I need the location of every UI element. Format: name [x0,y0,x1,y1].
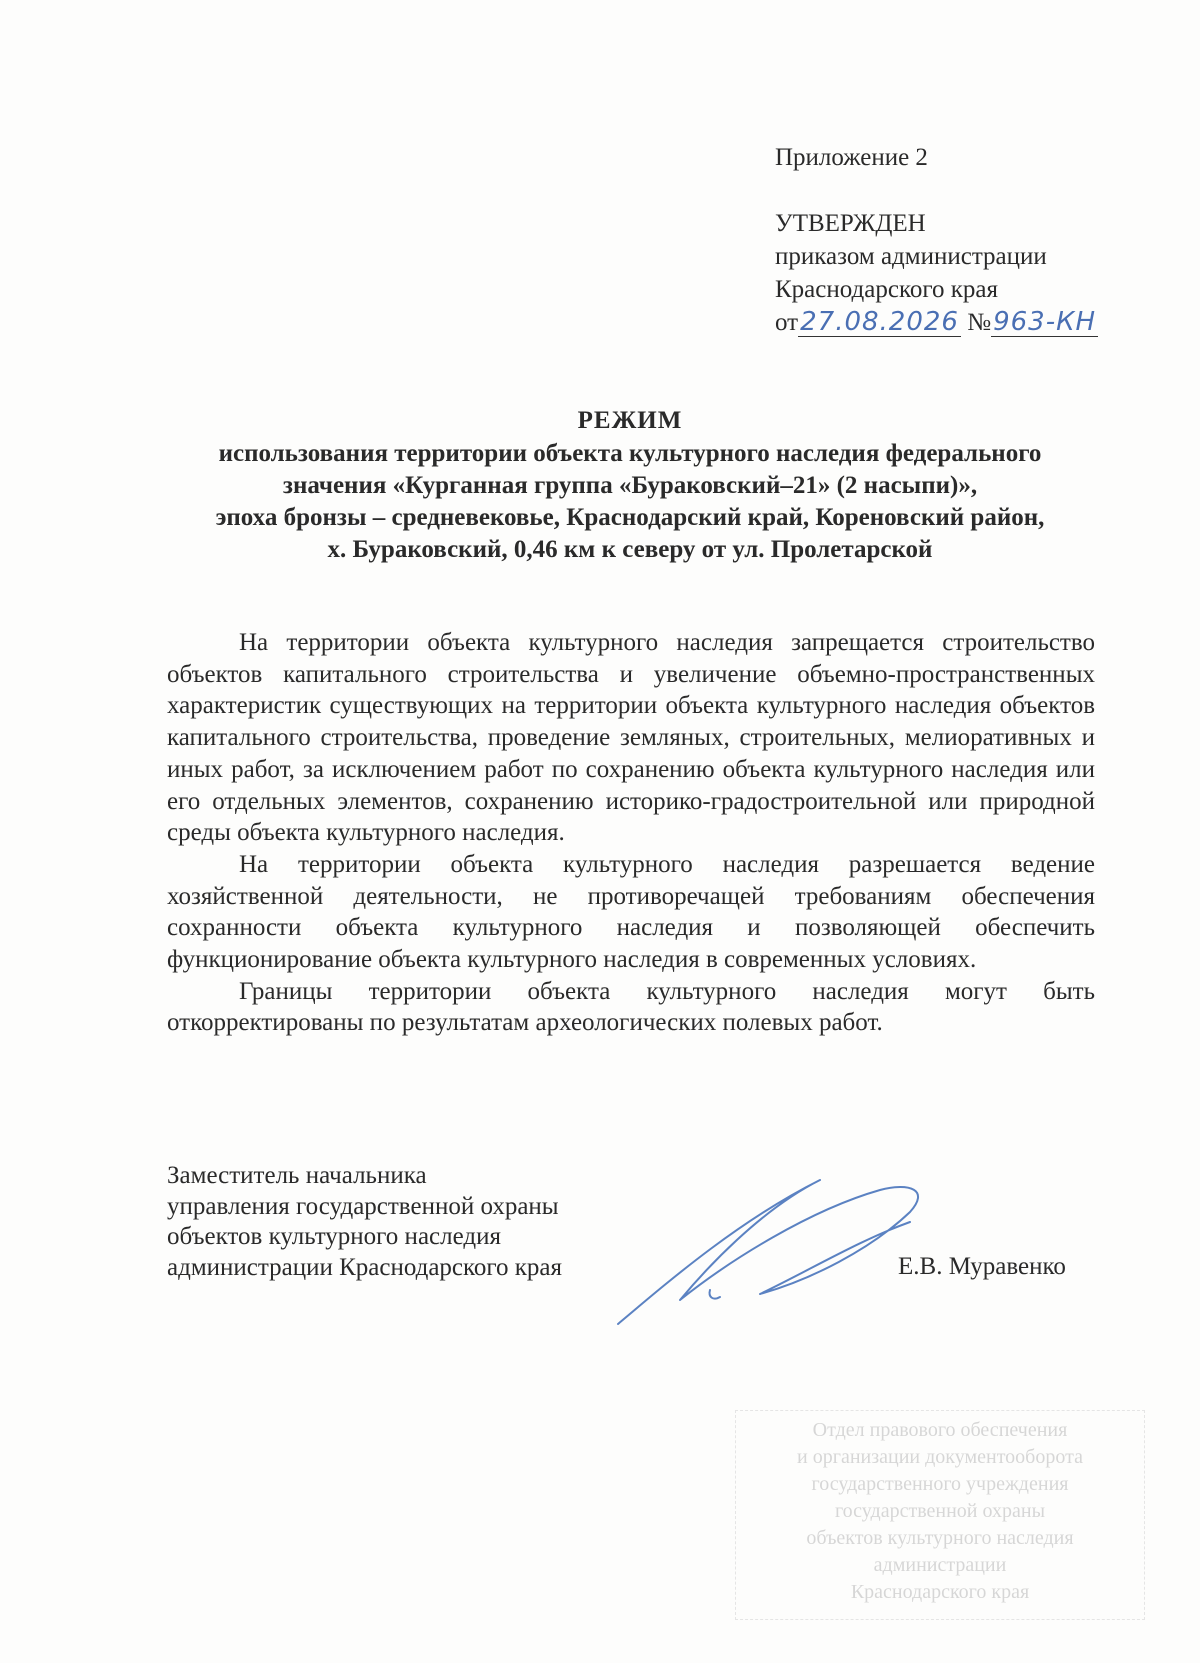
order-date-number [775,306,1098,339]
stamp-line-2: и организации документооборота [797,1446,1083,1468]
position-line-4: администрации Краснодарского края [167,1253,563,1281]
approved-by-order: приказом администрации [775,243,1047,270]
order-number: 963-КН [993,307,1097,337]
title-line-2: значения «Курганная группа «Бураковский–21» (2 насыпи)», [282,472,978,499]
date-prefix: от [775,309,799,336]
order-date: 27.08.2026 [800,307,959,337]
position-line-1: Заместитель начальника [167,1162,427,1189]
position-line-3: объектов культурного наследия [167,1223,501,1250]
handwritten-signature [610,1160,940,1340]
paragraph-boundaries: Границы территории объекта культурного наследия могут быть откорректированы по результатам археологических полевых работ. [167,977,1095,1037]
title-main: РЕЖИМ [577,407,683,434]
stamp-line-5: объектов культурного наследия [806,1527,1074,1549]
approved-region: Краснодарского края [775,276,998,303]
number-prefix: № [967,309,992,336]
title-line-3: эпоха бронзы – средневековье, Краснодарский край, Кореновский район, [215,504,1045,531]
stamp-line-7: Краснодарского края [850,1581,1030,1603]
title-line-1: использования территории объекта культурного наследия федерального [218,440,1042,467]
approved-label: УТВЕРЖДЕН [775,210,926,237]
position-line-2: управления государственной охраны [167,1192,559,1220]
paragraph-prohibitions: На территории объекта культурного наследия запрещается строительство объектов капитального строительства и увеличение объемно-пространственных характеристик существующих на территории объекта культурного наследия объектов капитального строительства, проведение земляных, строительных, мелиоративных и иных работ, за исключением работ по сохранению объекта культурного наследия или его отдельных элементов, сохранению историко-градостроительной или природной среды объекта культурного наследия. [167,629,1095,847]
title-line-4: х. Бураковский, 0,46 км к северу от ул. Пролетарской [327,536,933,563]
stamp-line-3: государственного учреждения [811,1473,1069,1495]
stamp-line-1: Отдел правового обеспечения [812,1419,1068,1441]
paragraph-permissions: На территории объекта культурного наследия разрешается ведение хозяйственной деятельности, не противоречащей требованиям обеспечения сохранности объекта культурного наследия и позволяющей обеспечить функционирование объекта культурного наследия в современных условиях. [167,850,1095,974]
stamp-line-6: администрации [873,1554,1007,1576]
signatory-position [167,1161,562,1283]
document-title [150,405,1110,566]
appendix-label: Приложение 2 [775,144,928,171]
signatory-name: Е.В. Муравенко [898,1253,1066,1280]
document-body [167,627,1095,1039]
stamp-line-4: государственной охраны [834,1500,1046,1522]
faded-stamp [735,1410,1145,1620]
approval-block [775,141,1098,339]
